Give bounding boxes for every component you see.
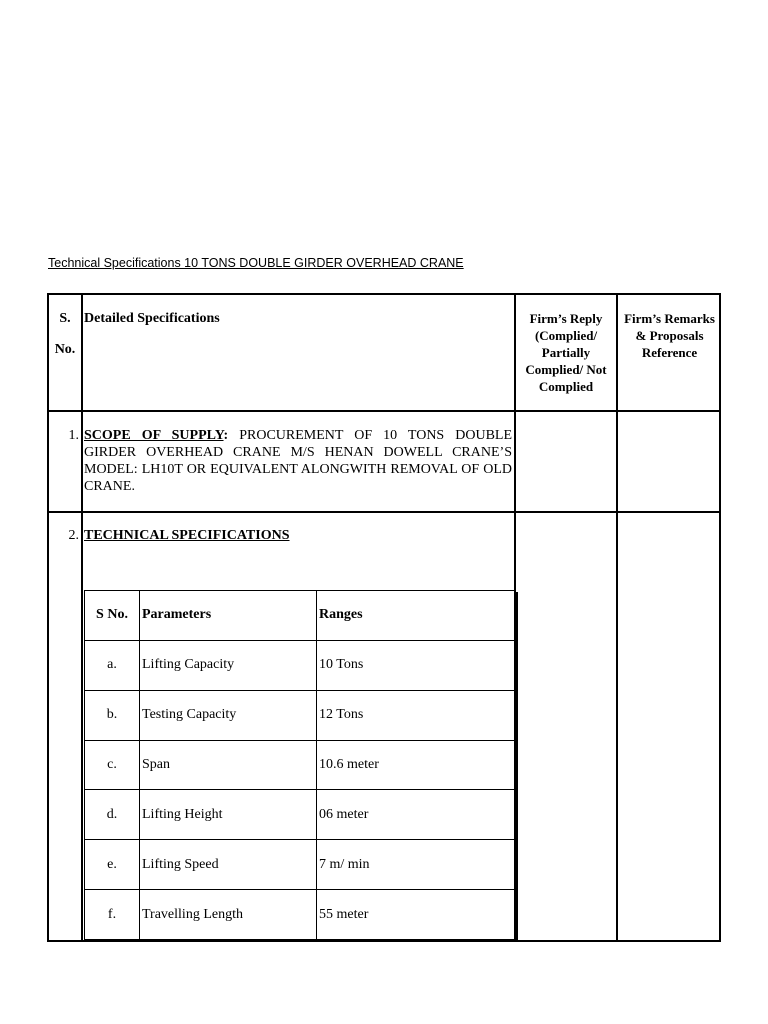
row-divider — [47, 511, 721, 513]
parameters-header-row — [85, 591, 516, 641]
row-range: 10.6 meter — [317, 740, 516, 790]
row-divider — [47, 410, 721, 412]
table-row — [85, 690, 516, 740]
row-parameter: Travelling Length — [140, 890, 317, 940]
header-firms-remarks: Firm’s Remarks & Proposals Reference — [624, 311, 715, 360]
scope-of-supply-text: PROCUREMENT OF 10 TONS DOUBLE GIRDER OVERHEAD CRANE M/S HENAN DOWELL CRANE’S MODEL: LH10T OR EQUIVALENT ALONGWITH REMOVAL OF OLD CRANE. — [84, 428, 513, 494]
header-sno-line1: S. — [59, 311, 71, 326]
row-sno: d. — [85, 790, 140, 840]
row-sno: a. — [85, 640, 140, 690]
table-row — [85, 790, 516, 840]
row1-scope-of-supply — [84, 427, 512, 495]
row-parameter: Lifting Capacity — [140, 640, 317, 690]
row2-technical-specifications: TECHNICAL SPECIFICATIONS — [84, 528, 290, 543]
row-sno: e. — [85, 840, 140, 890]
row-parameter: Span — [140, 740, 317, 790]
parameters-table — [84, 590, 516, 940]
column-divider — [616, 293, 618, 942]
row-range: 12 Tons — [317, 690, 516, 740]
header-sno-line2: No. — [54, 342, 76, 357]
table-row — [85, 740, 516, 790]
parameters-header-parameters: Parameters — [140, 591, 317, 641]
parameters-header-ranges: Ranges — [317, 591, 516, 641]
table-row — [85, 890, 516, 940]
scope-colon: : — [223, 428, 229, 443]
scope-of-supply-label: SCOPE OF SUPPLY — [84, 428, 224, 443]
row-sno: b. — [85, 690, 140, 740]
header-sno — [49, 310, 81, 358]
row-range: 10 Tons — [317, 640, 516, 690]
row-parameter: Lifting Speed — [140, 840, 317, 890]
parameters-header-sno: S No. — [85, 591, 140, 641]
row-sno: f. — [85, 890, 140, 940]
header-firms-reply: Firm’s Reply (Complied/ Partially Complied/ Not Complied — [525, 311, 607, 394]
header-detailed-specifications: Detailed Specifications — [84, 311, 220, 326]
table-row — [85, 840, 516, 890]
table-row — [85, 640, 516, 690]
row-range: 55 meter — [317, 890, 516, 940]
row-range: 7 m/ min — [317, 840, 516, 890]
column-divider — [81, 293, 83, 942]
row-sno: c. — [85, 740, 140, 790]
row-parameter: Lifting Height — [140, 790, 317, 840]
row2-number: 2. — [68, 528, 79, 543]
row-parameter: Testing Capacity — [140, 690, 317, 740]
row-range: 06 meter — [317, 790, 516, 840]
row1-number: 1. — [68, 428, 79, 443]
document-title: Technical Specifications 10 TONS DOUBLE GIRDER OVERHEAD CRANE — [48, 256, 464, 270]
